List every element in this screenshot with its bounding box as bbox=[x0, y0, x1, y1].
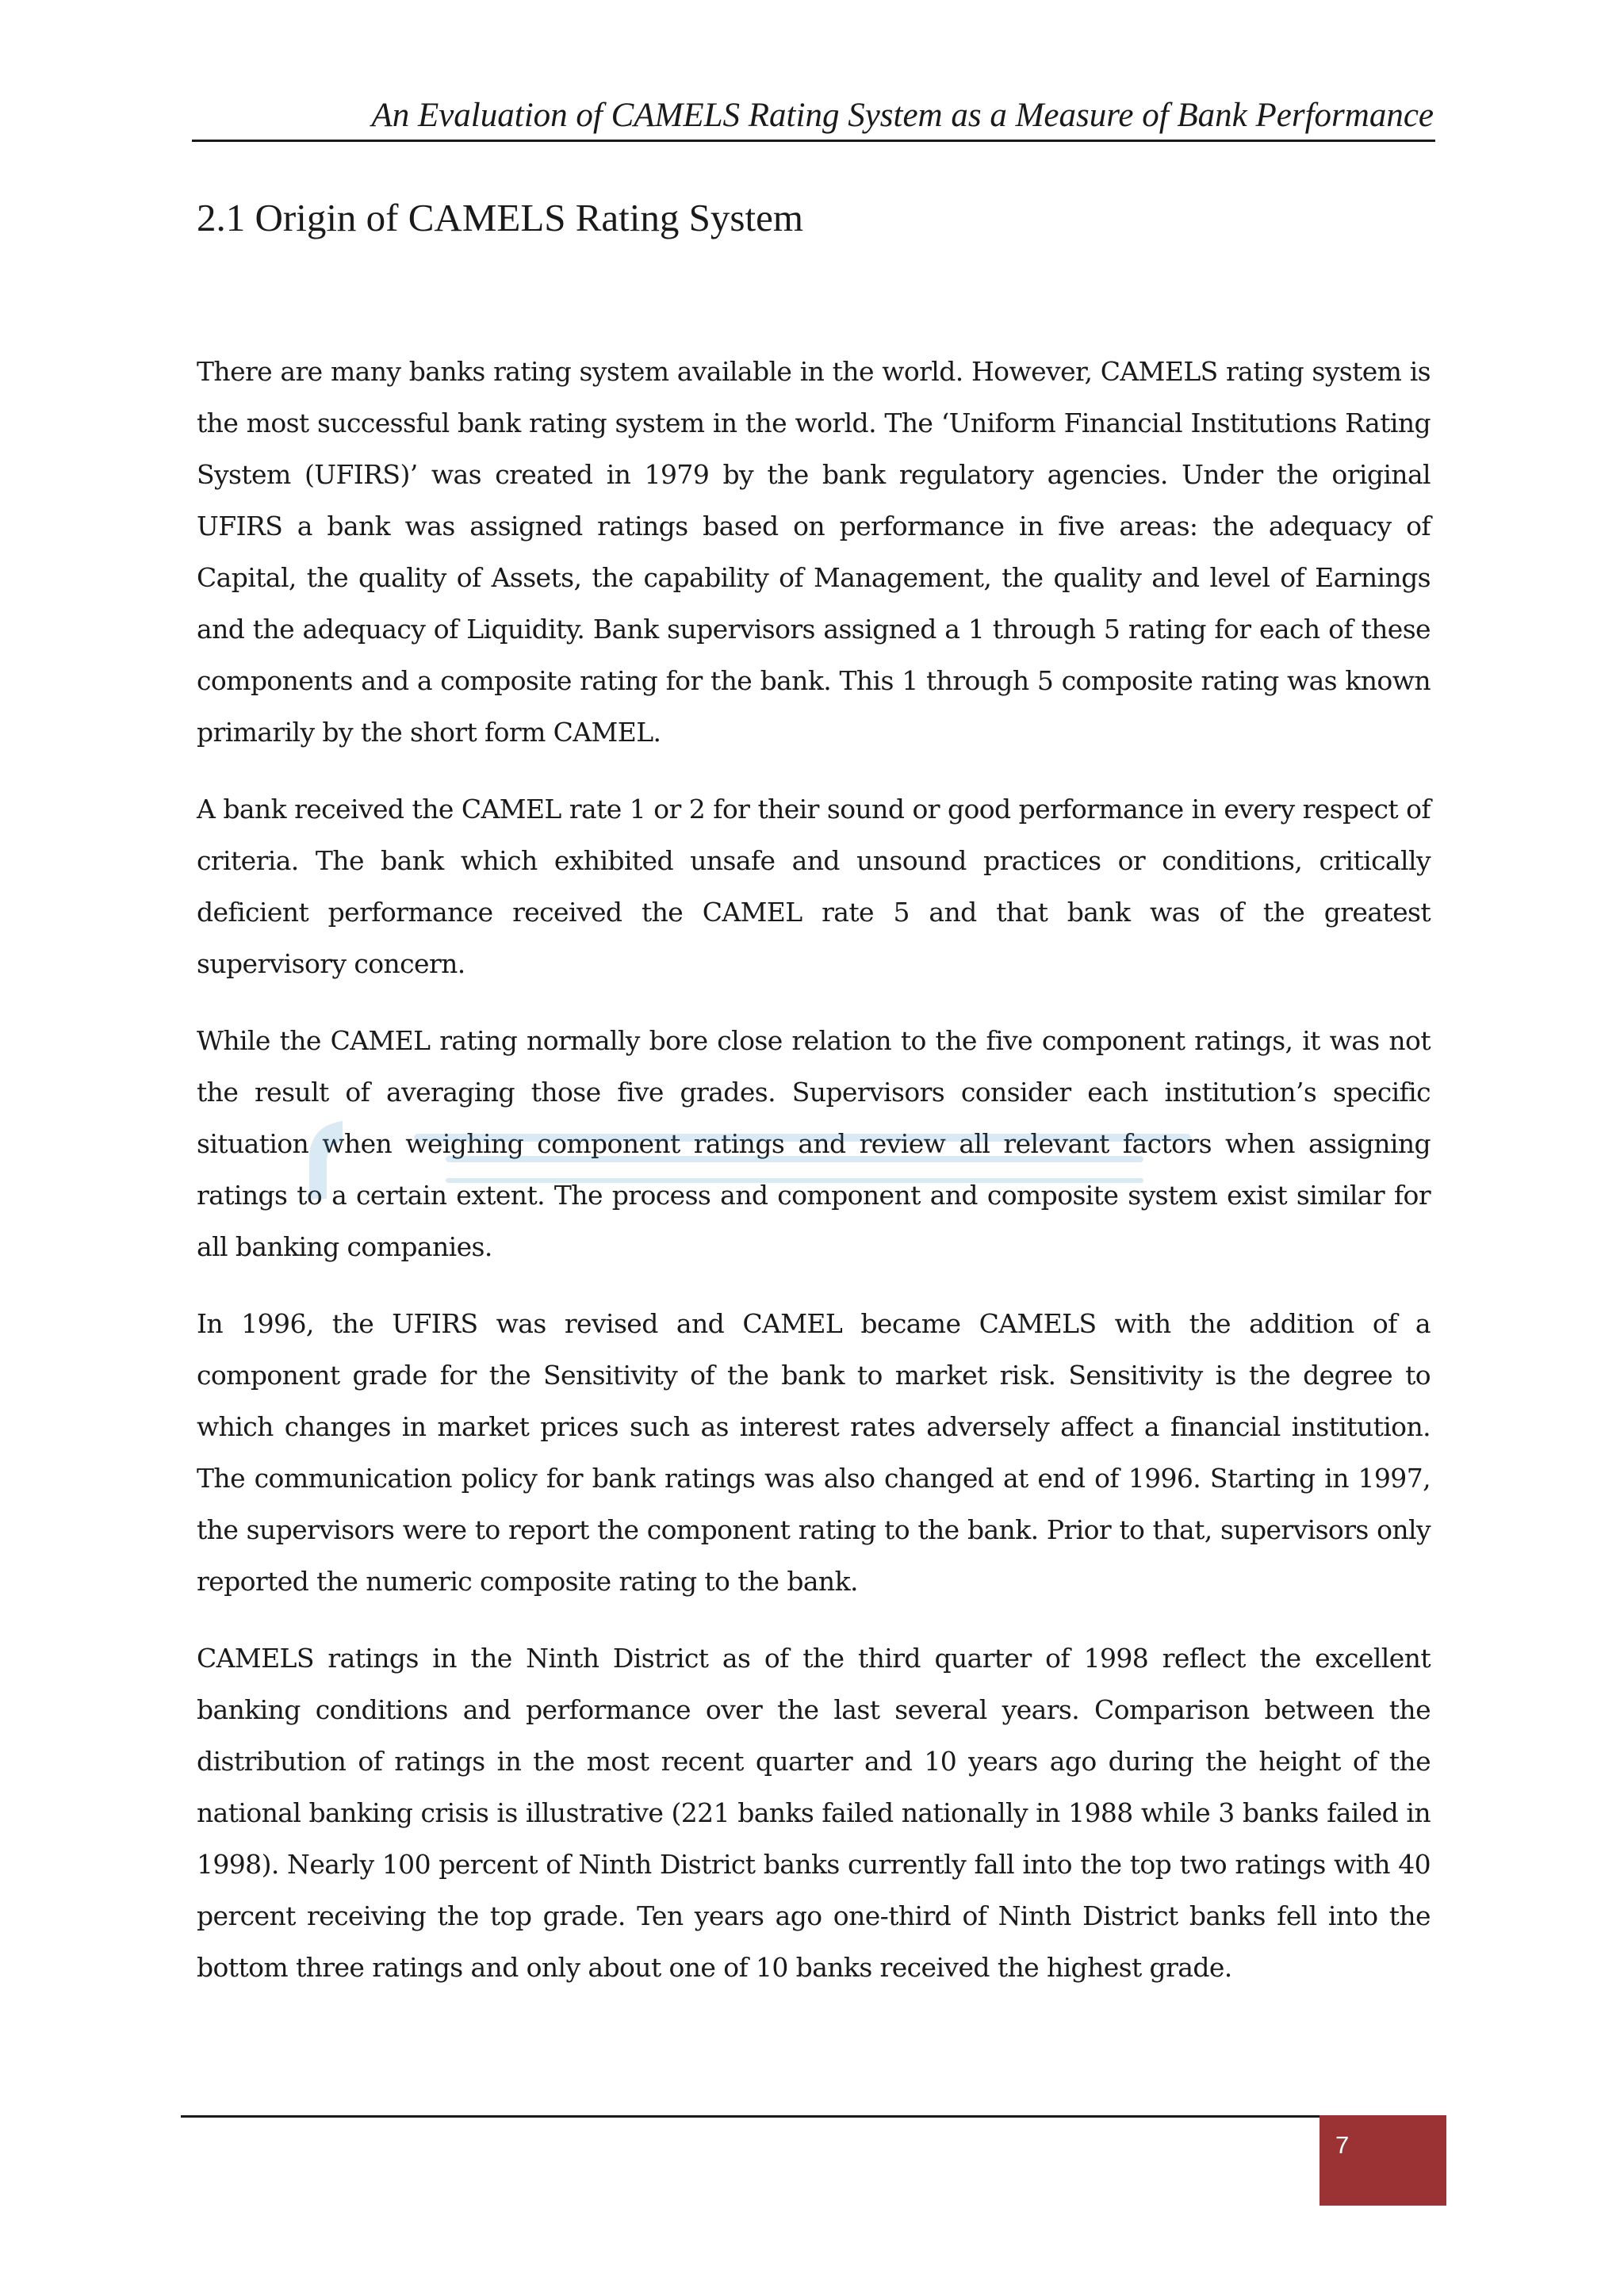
paragraph-4: In 1996, the UFIRS was revised and CAMEL became CAMELS with the addition of a component grade for the Sensitivity of the bank to market risk. Sensitivity is the degree to which changes in market prices such as interest rates adversely affect a financial institution. The communication policy for bank ratings was also changed at end of 1996. Starting in 1997, the supervisors were to report the component rating to the bank. Prior to that, supervisors only reported the numeric composite rating to the bank. bbox=[197, 1308, 1431, 1597]
running-header-title: An Evaluation of CAMELS Rating System as a Measure of Bank Performance bbox=[371, 97, 1434, 134]
paragraph-5: CAMELS ratings in the Ninth District as of the third quarter of 1998 reflect the excellent banking conditions and performance over the last several years. Comparison between the distribution of ratings in the most recent quarter and 10 years ago during the height of the national banking crisis is illustrative (221 banks failed nationally in 1988 while 3 banks failed in 1998). Nearly 100 percent of Ninth District banks currently fall into the top two ratings with 40 percent receiving the top grade. Ten years ago one-third of Ninth District banks fell into the bottom three ratings and only about one of 10 banks received the highest grade. bbox=[197, 1643, 1431, 1983]
header-divider bbox=[192, 140, 1435, 142]
paragraph-2: A bank received the CAMEL rate 1 or 2 for their sound or good performance in every respect of criteria. The bank which exhibited unsafe and unsound practices or conditions, critically deficient performance received the CAMEL rate 5 and that bank was of the greatest supervisory concern. bbox=[197, 794, 1431, 979]
body-text bbox=[197, 346, 1431, 2019]
footer-divider bbox=[181, 2115, 1446, 2118]
section-heading: 2.1 Origin of CAMELS Rating System bbox=[197, 196, 803, 239]
page-number: 7 bbox=[1335, 2131, 1350, 2159]
page-number-badge bbox=[1320, 2115, 1446, 2206]
paragraph-1: There are many banks rating system available in the world. However, CAMELS rating system is the most successful bank rating system in the world. The ‘Uniform Financial Institutions Rating System (UFIRS)’ was created in 1979 by the bank regulatory agencies. Under the original UFIRS a bank was assigned ratings based on performance in five areas: the adequacy of Capital, the quality of Assets, the capability of Management, the quality and level of Earnings and the adequacy of Liquidity. Bank supervisors assigned a 1 through 5 rating for each of these components and a composite rating for the bank. This 1 through 5 composite rating was known primarily by the short form CAMEL. bbox=[197, 356, 1431, 748]
paragraph-3: While the CAMEL rating normally bore close relation to the five component ratings, it was not the result of averaging those five grades. Supervisors consider each institution’s specific situation when weighing component ratings and review all relevant factors when assigning ratings to a certain extent. The process and component and composite system exist similar for all banking companies. bbox=[197, 1025, 1431, 1262]
